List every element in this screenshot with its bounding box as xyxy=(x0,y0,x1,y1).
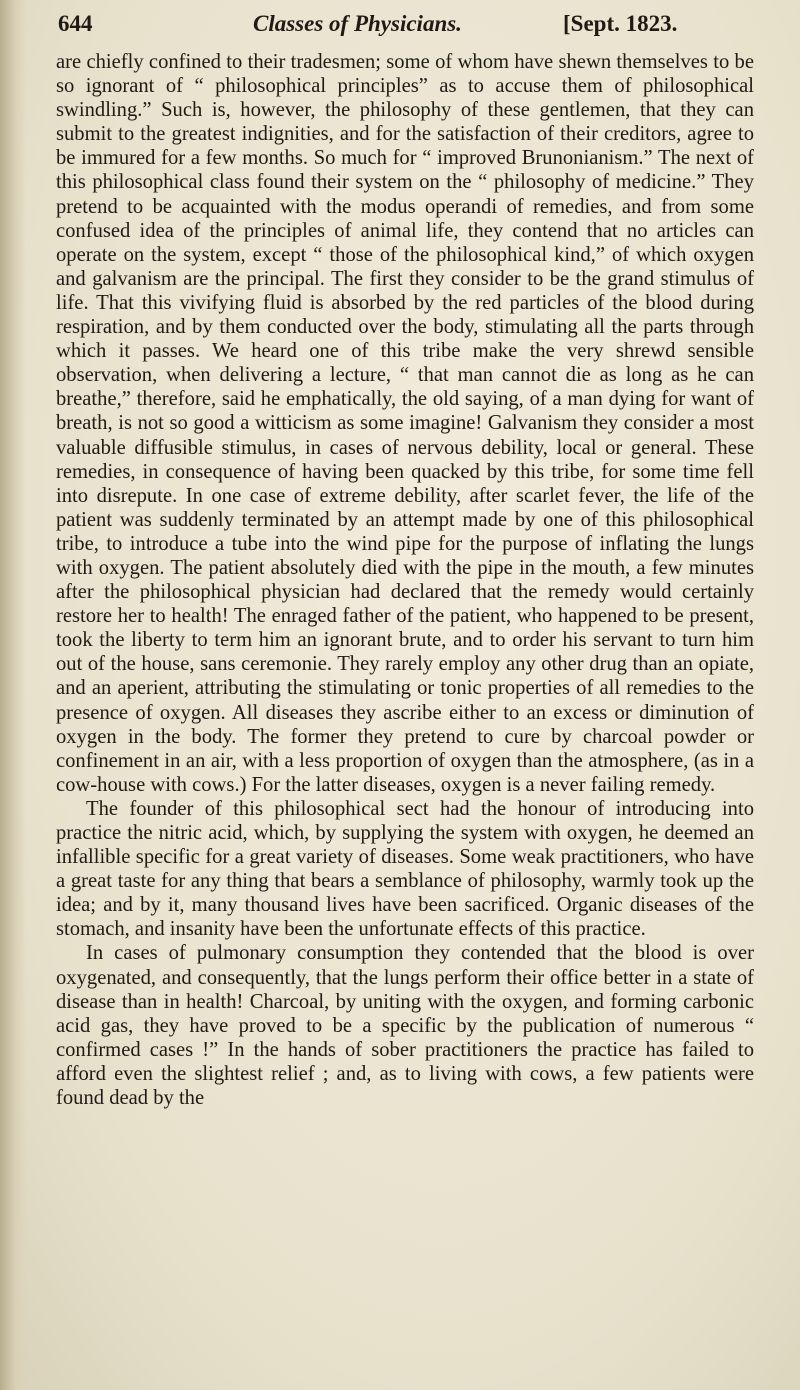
running-title: Classes of Physicians. xyxy=(253,11,462,36)
paragraph-3: In cases of pulmonary consumption they contended that the blood is over oxygenated, and consequently, that the lungs perform their office better in a state of disease than in health! Charcoal, by uniting with the oxygen, and forming carbonic acid gas, they have proved to be a specific by the publication of numerous “ confirmed cases !” In the hands of sober practitioners the practice has failed to afford even the slightest relief ; and, as to living with cows, a few patients were found dead by the xyxy=(56,942,754,1110)
body-text xyxy=(56,50,754,1110)
page-edge-shadow xyxy=(0,0,26,1390)
issue-date: [Sept. 1823. xyxy=(563,11,678,36)
paragraph-2: The founder of this philosophical sect had the honour of introducing into practice the nitric acid, which, by supplying the system with oxygen, he deemed an infallible specific for a great variety of diseases. Some weak practitioners, who have a great taste for any thing that bears a semblance of philosophy, warmly took up the idea; and by it, many thousand lives have been sacrificed. Organic diseases of the stomach, and insanity have been the unfortunate effects of this practice. xyxy=(56,797,754,941)
page-number: 644 xyxy=(58,11,93,36)
paragraph-1: are chiefly confined to their tradesmen; some of whom have shewn themselves to be so ignorant of “ philosophical principles” as to accuse them of philosophical swindling.” Such is, however, the philosophy of these gentlemen, that they can submit to the greatest indignities, and for the satisfaction of their creditors, agree to be immured for a few months. So much for “ improved Brunonianism.” The next of this philosophical class found their system on the “ philosophy of medicine.” They pretend to be acquainted with the modus operandi of remedies, and from some confused idea of the principles of animal life, they contend that no articles can operate on the system, except “ those of the philosophical kind,” of which oxygen and galvanism are the principal. The first they consider to be the grand stimulus of life. That this vivifying fluid is absorbed by the red particles of the blood during respiration, and by them conducted over the body, stimulating all the parts through which it passes. We heard one of this tribe make the very shrewd sensible observation, when delivering a lecture, “ that man cannot die as long as he can breathe,” therefore, said he emphatically, the old saying, of a man dying for want of breath, is not so good a witticism as some imagine! Galvanism they consider a most valuable diffusible stimulus, in cases of nervous debility, local or general. These remedies, in consequence of having been quacked by this tribe, for some time fell into disrepute. In one case of extreme debility, after scarlet fever, the life of the patient was suddenly terminated by an attempt made by one of this philosophical tribe, to introduce a tube into the wind pipe for the purpose of inflating the lungs with oxygen. The patient absolutely died with the pipe in the mouth, a few minutes after the philosophical physician had declared that the remedy would certainly restore her to health! The enraged father of the patient, who happened to be present, took the liberty to term him an ignorant brute, and to order his servant to turn him out of the house, sans ceremonie. They rarely employ any other drug than an opiate, and an aperient, attributing the stimulating or tonic properties of all remedies to the presence of oxygen. All diseases they ascribe either to an excess or diminution of oxygen in the body. The former they pretend to cure by charcoal powder or confinement in an air, with a less proportion of oxygen than the atmosphere, (as in a cow-house with cows.) For the latter diseases, oxygen is a never failing remedy. xyxy=(56,51,754,796)
running-header xyxy=(58,5,758,45)
